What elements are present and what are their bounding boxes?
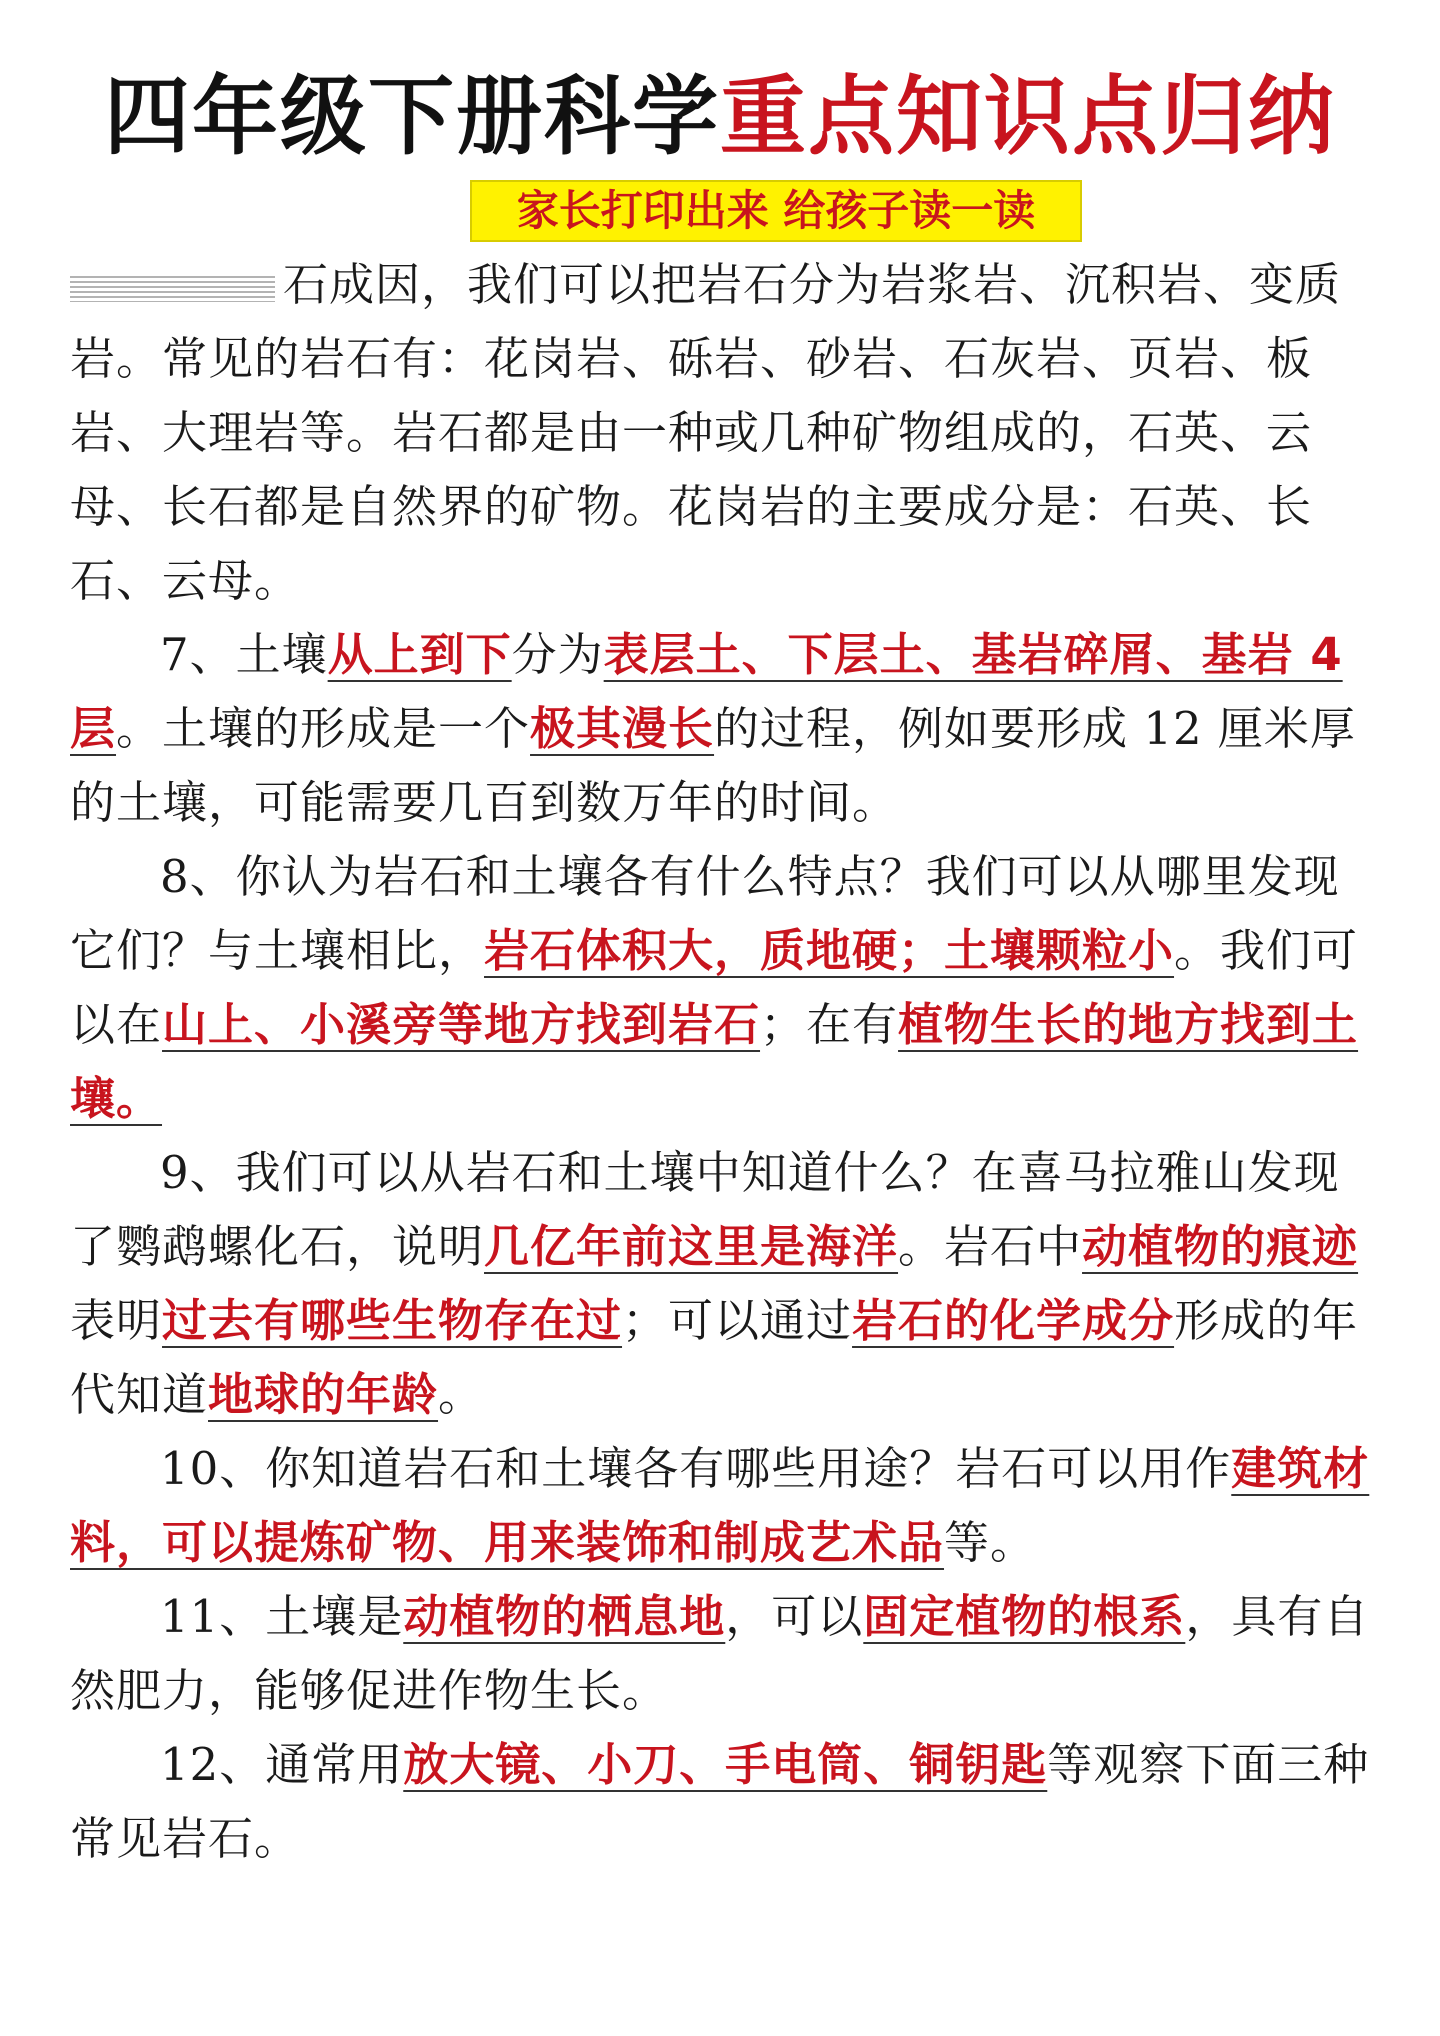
highlight: 极其漫长: [530, 702, 715, 755]
text-run: 形成的年代知道: [70, 1294, 1359, 1421]
highlight: 动植物的痕迹: [1082, 1220, 1359, 1273]
highlight: 过去有哪些生物存在过: [162, 1294, 623, 1347]
title-black-part: 四年级下册科学: [104, 67, 720, 167]
paragraph-6-text: 石成因，我们可以把岩石分为岩浆岩、沉积岩、变质岩。常见的岩石有：花岗岩、砾岩、砂岩、石灰岩、页岩、板岩、大理岩等。岩石都是由一种或几种矿物组成的，石英、云母、长石都是自然界的矿物。花岗岩的主要成分是：石英、长石、云母。: [70, 258, 1342, 607]
text-run: 7、土壤: [160, 628, 328, 681]
highlight: 地球的年龄: [208, 1368, 439, 1421]
text-run: 。岩石中: [898, 1220, 1083, 1273]
text-run: 的过程，例如要形成 12 厘米厚的土壤，可能需要几百到数万年的时间。: [70, 702, 1356, 829]
highlight: 几亿年前这里是海洋: [484, 1220, 899, 1273]
paragraph-6: [70, 248, 1380, 618]
cover-stripe: [70, 276, 275, 302]
text-run: ，可以: [725, 1590, 864, 1643]
body-text: [70, 248, 1380, 1876]
page-title: [0, 62, 1440, 172]
text-run: 10、你知道岩石和土壤各有哪些用途？岩石可以用作: [160, 1442, 1232, 1495]
text-run: ；在有: [760, 998, 899, 1051]
title-red-part: 重点知识点归纳: [720, 67, 1336, 167]
text-run: 分为: [511, 628, 604, 681]
highlight: 岩石体积大，质地硬；土壤颗粒小: [484, 924, 1175, 977]
text-run: 。我们可以在: [70, 924, 1359, 1051]
text-run: 11、土壤是: [160, 1590, 404, 1643]
highlight: 建筑材料，可以提炼矿物、用来装饰和制成艺术品: [70, 1442, 1370, 1569]
highlight: 固定植物的根系: [863, 1590, 1186, 1643]
paragraph-12: [70, 1728, 1380, 1876]
paragraph-7: [70, 618, 1380, 840]
paragraph-10: [70, 1432, 1380, 1580]
text-run: 等观察下面三种常见岩石。: [70, 1738, 1370, 1865]
text-run: ；可以通过: [622, 1294, 853, 1347]
text-run: 12、通常用: [160, 1738, 404, 1791]
paragraph-8: [70, 840, 1380, 1136]
highlight: 从上到下: [327, 628, 512, 681]
highlight: 植物生长的地方找到土壤。: [70, 998, 1359, 1125]
text-run: 8、你认为岩石和土壤各有什么特点？我们可以从哪里发现它们？与土壤相比，: [70, 850, 1340, 977]
highlight: 动植物的栖息地: [403, 1590, 726, 1643]
paragraph-9: [70, 1136, 1380, 1432]
text-run: 等。: [944, 1516, 1037, 1569]
text-run: ，具有自然肥力，能够促进作物生长。: [70, 1590, 1370, 1717]
text-run: 9、我们可以从岩石和土壤中知道什么？在喜马拉雅山发现了鹦鹉螺化石，说明: [70, 1146, 1340, 1273]
highlight: 放大镜、小刀、手电筒、铜钥匙: [403, 1738, 1048, 1791]
subtitle-banner: 家长打印出来 给孩子读一读: [470, 180, 1082, 242]
text-run: 表明: [70, 1294, 163, 1347]
paragraph-11: [70, 1580, 1380, 1728]
text-run: 。土壤的形成是一个: [116, 702, 531, 755]
text-run: 。: [438, 1368, 485, 1421]
highlight: 岩石的化学成分: [852, 1294, 1175, 1347]
highlight: 表层土、下层土、基岩碎屑、基岩 4 层: [70, 628, 1343, 755]
highlight: 山上、小溪旁等地方找到岩石: [162, 998, 761, 1051]
